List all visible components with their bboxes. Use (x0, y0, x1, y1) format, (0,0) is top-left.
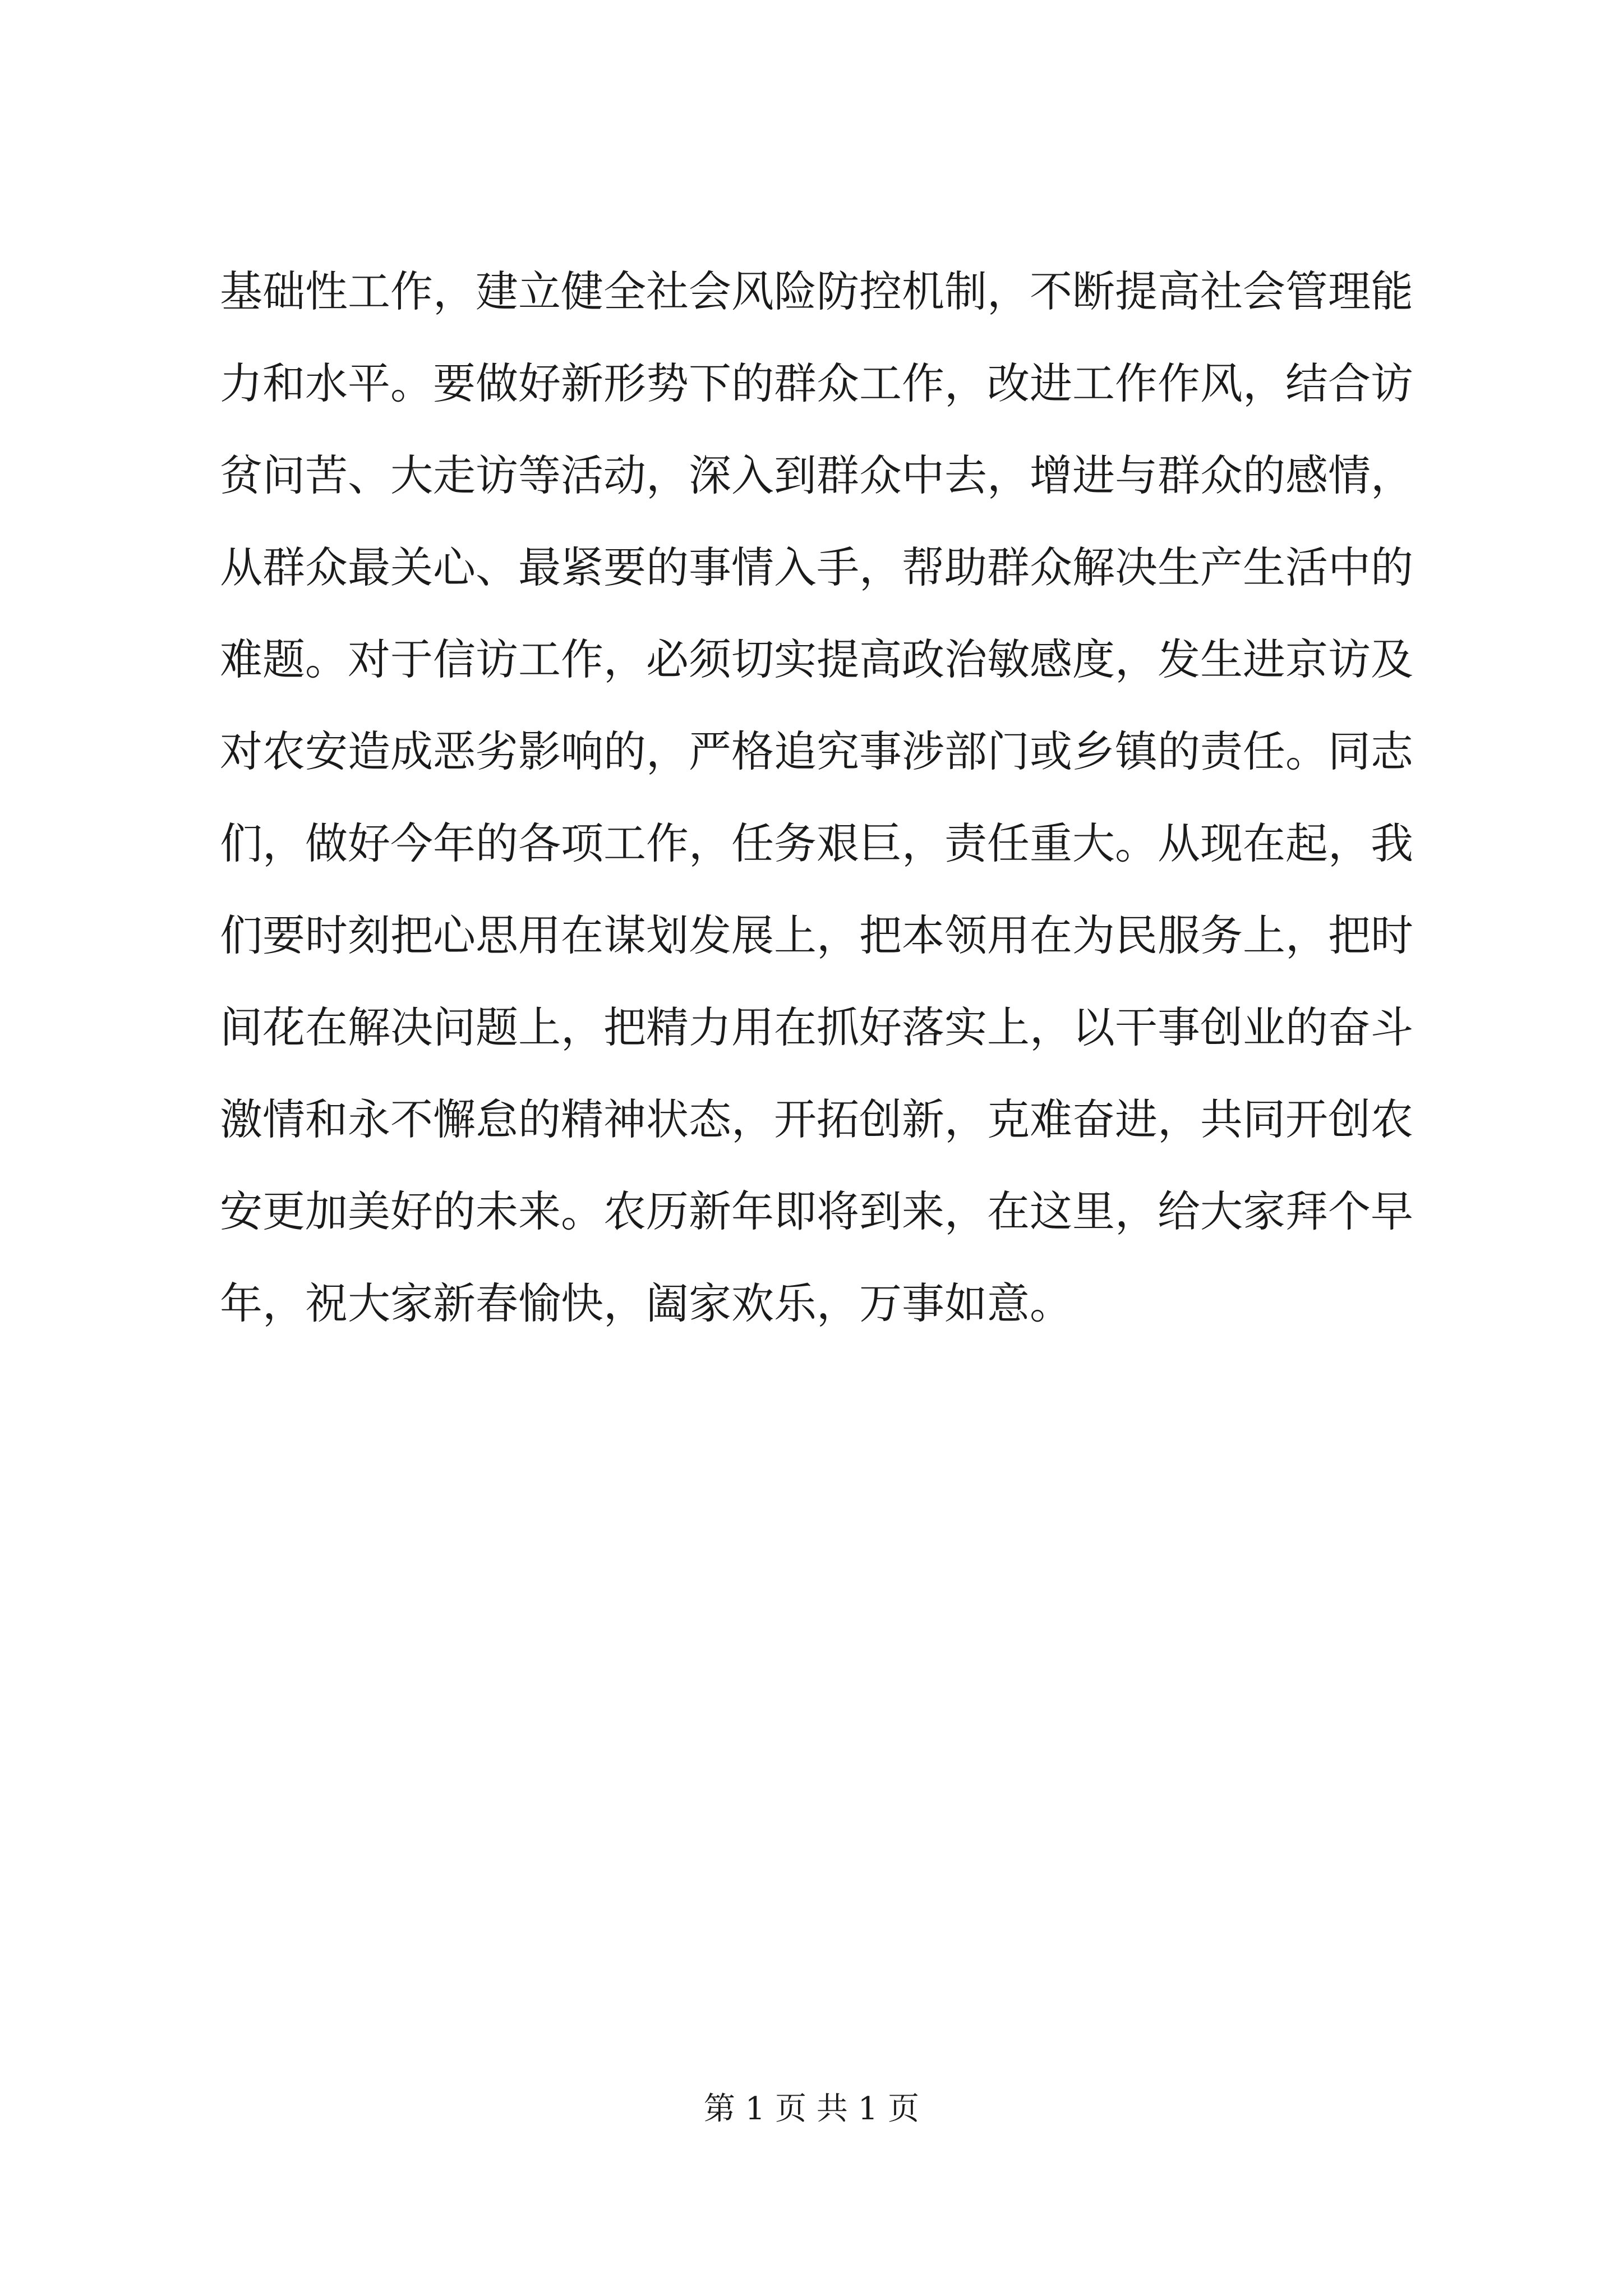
text-line-5: 难题。对于信访工作，必须切实提高政治敏感度，发生进京访及 (220, 634, 1413, 684)
text-line-6: 对农安造成恶劣影响的，严格追究事涉部门或乡镇的责任。同志 (220, 726, 1413, 776)
text-line-9: 间花在解决问题上，把精力用在抓好落实上，以干事创业的奋斗 (220, 1002, 1413, 1052)
text-line-8: 们要时刻把心思用在谋划发展上，把本领用在为民服务上，把时 (220, 910, 1413, 960)
text-line-4: 从群众最关心、最紧要的事情入手，帮助群众解决生产生活中的 (220, 542, 1413, 592)
text-line-7: 们，做好今年的各项工作，任务艰巨，责任重大。从现在起，我 (220, 818, 1413, 868)
text-line-10: 激情和永不懈怠的精神状态，开拓创新，克难奋进，共同开创农 (220, 1094, 1413, 1144)
text-line-11: 安更加美好的未来。农历新年即将到来，在这里，给大家拜个早 (220, 1186, 1413, 1236)
page-number-footer: 第 1 页 共 1 页 (703, 2091, 920, 2127)
text-line-12: 年，祝大家新春愉快，阖家欢乐，万事如意。 (220, 1278, 1072, 1328)
text-line-2: 力和水平。要做好新形势下的群众工作，改进工作作风，结合访 (220, 358, 1413, 408)
body-text (220, 246, 1420, 1350)
text-line-3: 贫问苦、大走访等活动，深入到群众中去，增进与群众的感情， (220, 450, 1413, 500)
text-line-1: 基础性工作，建立健全社会风险防控机制，不断提高社会管理能 (220, 266, 1413, 316)
